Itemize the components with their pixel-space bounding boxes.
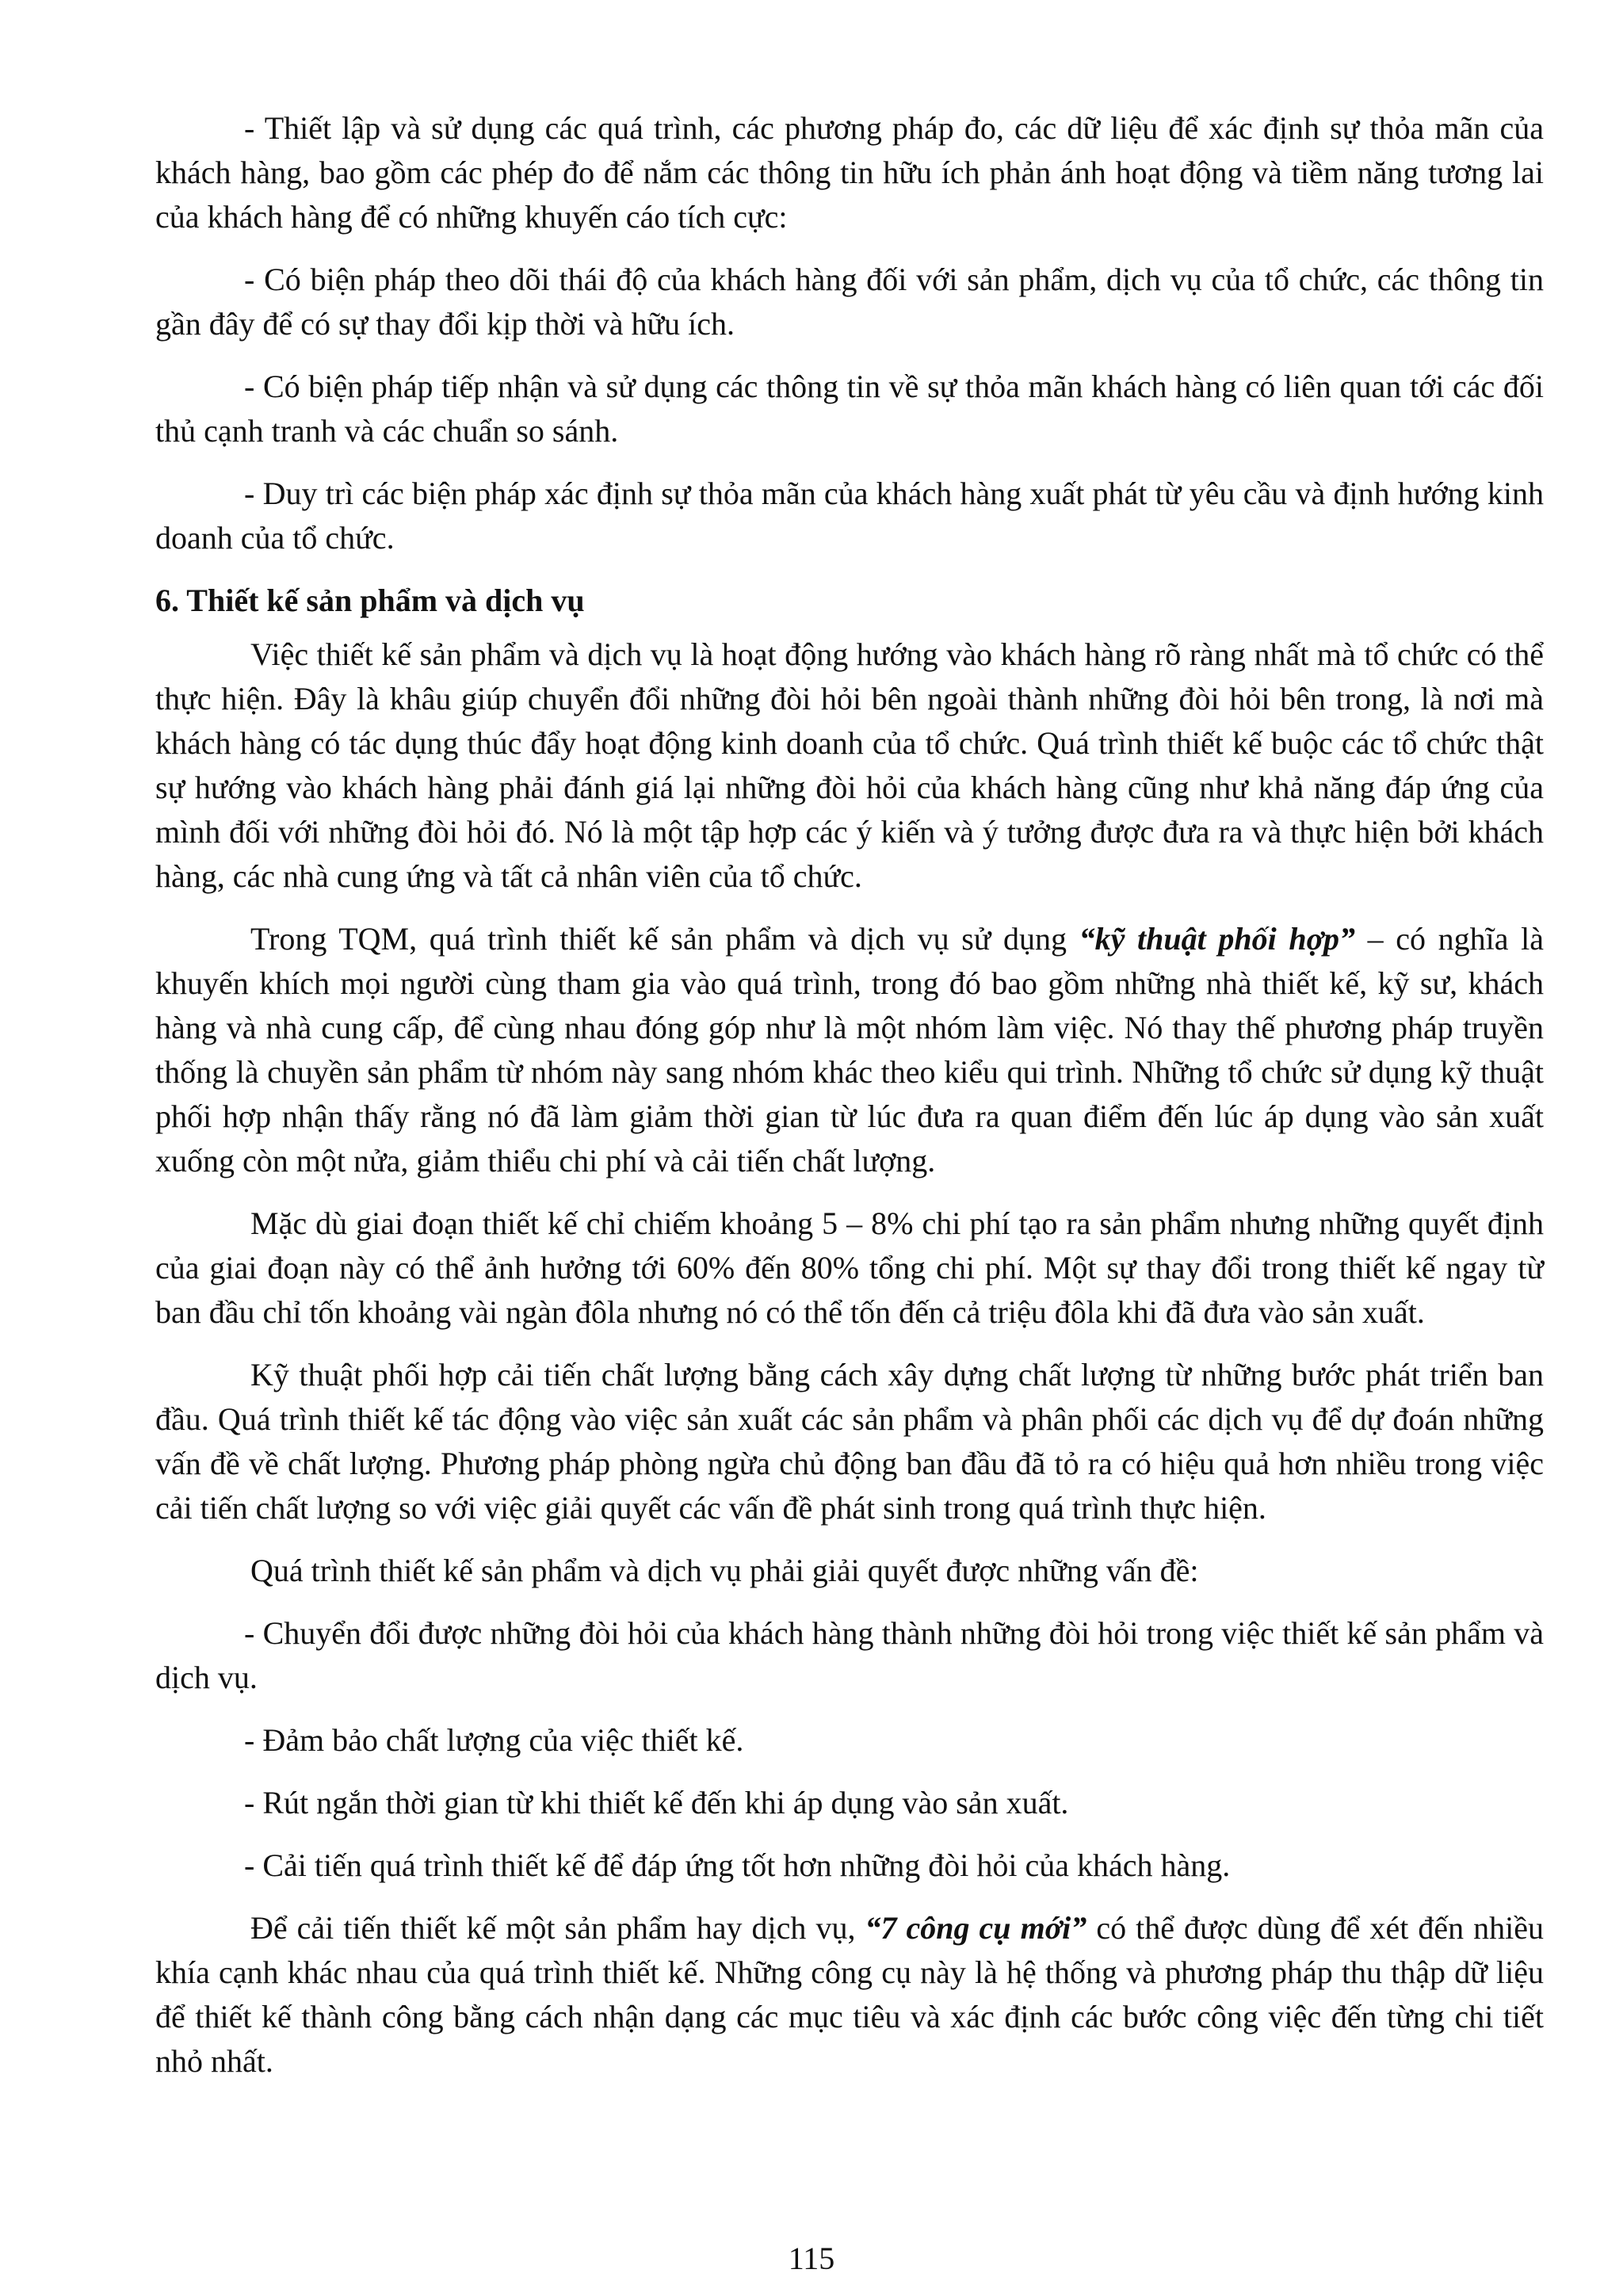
list-item: - Thiết lập và sử dụng các quá trình, các phương pháp đo, các dữ liệu để xác định sự thỏa mãn của khách hàng, bao gồm các phép đo để nắm các thông tin hữu ích phản ánh hoạt động và tiềm năng tương lai của khách hàng để có những khuyến cáo tích cực: xyxy=(155,110,1544,235)
list-item: - Có biện pháp tiếp nhận và sử dụng các thông tin về sự thỏa mãn khách hàng có liên quan tới các đối thủ cạnh tranh và các chuẩn so sánh. xyxy=(155,369,1544,449)
page-number: 115 xyxy=(788,2241,835,2276)
paragraph: Mặc dù giai đoạn thiết kế chỉ chiếm khoảng 5 – 8% chi phí tạo ra sản phẩm nhưng những quyết định của giai đoạn này có thể ảnh hưởng tới 60% đến 80% tổng chi phí. Một sự thay đổi trong thiết kế ngay từ ban đầu chỉ tốn khoảng vài ngàn đôla nhưng nó có thể tốn đến cả triệu đôla khi đã đưa vào sản xuất. xyxy=(155,1205,1544,1330)
emphasis-term: “7 công cụ mới” xyxy=(865,1910,1087,1946)
list-item: - Có biện pháp theo dõi thái độ của khách hàng đối với sản phẩm, dịch vụ của tổ chức, các thông tin gần đây để có sự thay đổi kịp thời và hữu ích. xyxy=(155,262,1544,342)
document-page xyxy=(155,106,1544,2102)
list-item: - Rút ngắn thời gian từ khi thiết kế đến khi áp dụng vào sản xuất. xyxy=(244,1785,1069,1820)
paragraph-text: Trong TQM, quá trình thiết kế sản phẩm và dịch vụ sử dụng xyxy=(250,921,1079,957)
list-item: - Duy trì các biện pháp xác định sự thỏa mãn của khách hàng xuất phát từ yêu cầu và định hướng kinh doanh của tổ chức. xyxy=(155,476,1544,556)
list-item: - Cải tiến quá trình thiết kế để đáp ứng tốt hơn những đòi hỏi của khách hàng. xyxy=(244,1847,1231,1883)
list-item: - Chuyển đổi được những đòi hỏi của khách hàng thành những đòi hỏi trong việc thiết kế sản phẩm và dịch vụ. xyxy=(155,1615,1544,1695)
section-heading: 6. Thiết kế sản phẩm và dịch vụ xyxy=(155,583,585,618)
paragraph-text: có thể được dùng để xét đến nhiều khía cạnh khác nhau của quá trình thiết kế. Những công cụ này là hệ thống và phương pháp thu thập dữ liệu để thiết kế thành công bằng cách nhận dạng các mục tiêu và xác định các bước công việc đến từng chi tiết nhỏ nhất. xyxy=(155,1910,1544,2079)
paragraph xyxy=(155,1906,1544,2084)
paragraph: Kỹ thuật phối hợp cải tiến chất lượng bằng cách xây dựng chất lượng từ những bước phát triển ban đầu. Quá trình thiết kế tác động vào việc sản xuất các sản phẩm và phân phối các dịch vụ để dự đoán những vấn đề về chất lượng. Phương pháp phòng ngừa chủ động ban đầu đã tỏ ra có hiệu quả hơn nhiều trong việc cải tiến chất lượng so với việc giải quyết các vấn đề phát sinh trong quá trình thực hiện. xyxy=(155,1357,1544,1526)
paragraph: Việc thiết kế sản phẩm và dịch vụ là hoạt động hướng vào khách hàng rõ ràng nhất mà tổ chức có thể thực hiện. Đây là khâu giúp chuyển đổi những đòi hỏi bên ngoài thành những đòi hỏi bên trong, là nơi mà khách hàng có tác dụng thúc đẩy hoạt động kinh doanh của tổ chức. Quá trình thiết kế buộc các tổ chức thật sự hướng vào khách hàng phải đánh giá lại những đòi hỏi của khách hàng cũng như khả năng đáp ứng của mình đối với những đòi hỏi đó. Nó là một tập hợp các ý kiến và ý tưởng được đưa ra và thực hiện bởi khách hàng, các nhà cung ứng và tất cả nhân viên của tổ chức. xyxy=(155,636,1544,894)
paragraph: Quá trình thiết kế sản phẩm và dịch vụ phải giải quyết được những vấn đề: xyxy=(250,1553,1199,1588)
emphasis-term: “kỹ thuật phối hợp” xyxy=(1079,921,1356,957)
paragraph xyxy=(155,917,1544,1183)
paragraph-text: – có nghĩa là khuyến khích mọi người cùng tham gia vào quá trình, trong đó bao gồm những nhà thiết kế, kỹ sư, khách hàng và nhà cung cấp, để cùng nhau đóng góp như là một nhóm làm việc. Nó thay thế phương pháp truyền thống là chuyền sản phẩm từ nhóm này sang nhóm khác theo kiểu qui trình. Những tổ chức sử dụng kỹ thuật phối hợp nhận thấy rằng nó đã làm giảm thời gian từ lúc đưa ra quan điểm đến lúc áp dụng vào sản xuất xuống còn một nửa, giảm thiểu chi phí và cải tiến chất lượng. xyxy=(155,921,1544,1179)
paragraph-text: Để cải tiến thiết kế một sản phẩm hay dịch vụ, xyxy=(250,1910,865,1946)
list-item: - Đảm bảo chất lượng của việc thiết kế. xyxy=(244,1722,744,1758)
